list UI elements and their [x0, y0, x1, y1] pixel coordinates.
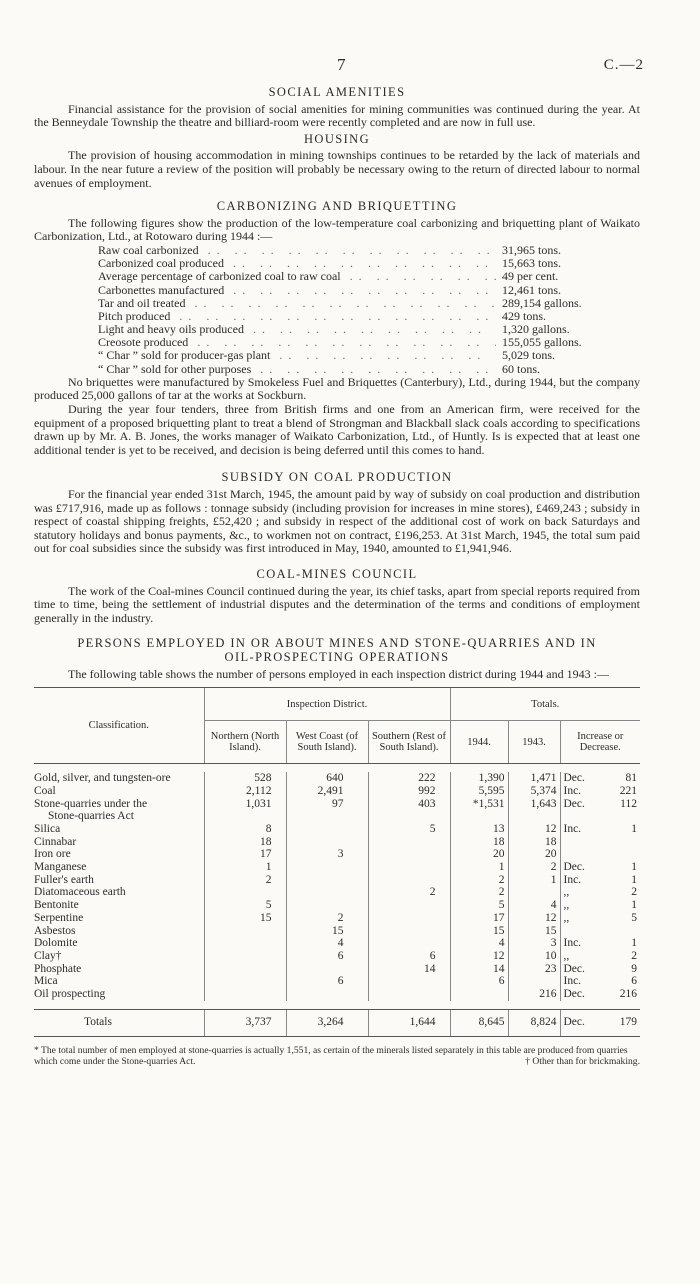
cell-northern: 2 — [204, 874, 286, 887]
cell-change: Dec. 112 — [560, 798, 640, 811]
figure-row: “ Char ” sold for other purposes .. .. 60 tons. — [98, 363, 618, 376]
cell-1944: 17 — [450, 912, 508, 925]
cell-classification: Phosphate — [34, 962, 82, 975]
table-row — [34, 848, 640, 861]
cell-classification: Fuller's earth — [34, 873, 94, 886]
cell-classification: Silica — [34, 822, 61, 835]
col-1943: 1943. — [508, 721, 560, 764]
cell-classification: Stone-quarries Act — [48, 810, 134, 823]
cell-change: ,, 2 — [560, 886, 640, 899]
persons-intro: The following table shows the number of persons employed in each inspection district during 1944 and 1943 :— — [68, 666, 609, 681]
cell-1943: 216 — [508, 988, 560, 1001]
persons-heading-line2: OIL-PROSPECTING OPERATIONS — [224, 649, 450, 664]
footnote-clay: † Other than for brickmaking. — [525, 1055, 640, 1067]
employment-table — [34, 687, 640, 1037]
cell-southern — [368, 988, 450, 1001]
cell-classification: Coal — [34, 784, 56, 797]
page-reference: C.—2 — [603, 57, 644, 73]
cell-1944 — [450, 810, 508, 823]
cell-1943: 20 — [508, 848, 560, 861]
cell-change: Dec. 1 — [560, 861, 640, 874]
figure-row: Carbonettes manufactured .. .. 12,461 tons. — [98, 284, 618, 297]
cell-change: ,, 2 — [560, 950, 640, 963]
cell-southern — [368, 899, 450, 912]
cell-1944: 2 — [450, 886, 508, 899]
cell-northern — [204, 988, 286, 1001]
col-group-inspection: Inspection District. — [204, 688, 450, 721]
social-text: Financial assistance for the provision of social amenities for mining communities was continued during the year. At the Benneydale Township the theatre and billiard-room were recently completed and are now in full use. — [34, 101, 640, 130]
cell-westcoast: 15 — [286, 925, 368, 938]
col-group-totals: Totals. — [450, 688, 640, 721]
cell-1944: 4 — [450, 937, 508, 950]
cell-classification: Asbestos — [34, 924, 76, 937]
table-row — [34, 899, 640, 912]
cell-southern — [368, 810, 450, 823]
cell-northern: 17 — [204, 848, 286, 861]
cell-southern — [368, 848, 450, 861]
cell-northern — [204, 810, 286, 823]
social-heading: SOCIAL AMENITIES — [268, 85, 406, 99]
col-1944: 1944. — [450, 721, 508, 764]
cell-southern: 992 — [368, 785, 450, 798]
cell-westcoast: 6 — [286, 950, 368, 963]
cell-1943: 10 — [508, 950, 560, 963]
cell-classification: Dolomite — [34, 937, 78, 950]
figure-row: “ Char ” sold for producer-gas plant .. .. 5,029 tons. — [98, 349, 618, 362]
cell-northern — [204, 937, 286, 950]
col-classification: Classification. — [34, 688, 204, 764]
cell-1943: 1,471 — [508, 772, 560, 785]
cell-classification: Stone-quarries under the — [34, 797, 148, 810]
cell-1943: 23 — [508, 963, 560, 976]
cell-northern: 528 — [204, 772, 286, 785]
cell-westcoast: 3 — [286, 848, 368, 861]
cell-1943: 3 — [508, 937, 560, 950]
cell-1944: 5 — [450, 899, 508, 912]
cell-classification: Bentonite — [34, 899, 79, 912]
cell-1944: 5,595 — [450, 785, 508, 798]
cell-southern — [368, 861, 450, 874]
cell-change — [560, 848, 640, 861]
table-spacer — [34, 1001, 640, 1010]
table-row — [34, 950, 640, 963]
cell-westcoast: 97 — [286, 798, 368, 811]
cell-1944: 1,390 — [450, 772, 508, 785]
cell-change: Inc. 221 — [560, 785, 640, 798]
cell-change: ,, 5 — [560, 912, 640, 925]
cell-southern — [368, 874, 450, 887]
carbonizing-figures — [98, 244, 618, 376]
cell-classification: Cinnabar — [34, 835, 77, 848]
cell-southern: 403 — [368, 798, 450, 811]
totals-row: Totals 3,737 3,264 1,644 8,645 8,824 Dec. 179 — [34, 1009, 640, 1036]
cell-southern: 5 — [368, 823, 450, 836]
cell-southern: 14 — [368, 963, 450, 976]
cell-northern — [204, 886, 286, 899]
cell-northern — [204, 925, 286, 938]
cell-westcoast: 4 — [286, 937, 368, 950]
cell-classification: Serpentine — [34, 911, 84, 924]
cell-southern — [368, 937, 450, 950]
cell-westcoast: 2 — [286, 912, 368, 925]
cell-westcoast — [286, 899, 368, 912]
cell-change: Inc. 1 — [560, 937, 640, 950]
council-text: The work of the Coal-mines Council continued during the year, its chief tasks, apart from special reports required from time to time, being the settlement of industrial disputes and the determination of the terms and conditions of employment generally in the industry. — [34, 583, 640, 625]
cell-southern — [368, 912, 450, 925]
cell-classification: Mica — [34, 975, 58, 988]
table-row — [34, 772, 640, 785]
cell-westcoast — [286, 988, 368, 1001]
cell-1943: 4 — [508, 899, 560, 912]
cell-classification: Clay† — [34, 949, 62, 962]
cell-change: Inc. 1 — [560, 823, 640, 836]
table-row — [34, 963, 640, 976]
carbonizing-heading: CARBONIZING AND BRIQUETTING — [216, 199, 458, 214]
table-row — [34, 937, 640, 950]
cell-westcoast: 6 — [286, 975, 368, 988]
cell-southern — [368, 836, 450, 849]
table-row — [34, 988, 640, 1001]
cell-change: Inc. 6 — [560, 975, 640, 988]
council-heading: COAL-MINES COUNCIL — [256, 566, 418, 581]
cell-northern: 5 — [204, 899, 286, 912]
cell-westcoast — [286, 886, 368, 899]
cell-1944: 20 — [450, 848, 508, 861]
cell-westcoast — [286, 836, 368, 849]
footnote-quarries: * The total number of men employed at stone-quarries is actually 1,551, as certain of the minerals listed separately in this table are produced from quarries which come under the Stone-quarries Act. — [34, 1044, 628, 1067]
cell-classification: Diatomaceous earth — [34, 886, 126, 899]
cell-1944: 1 — [450, 861, 508, 874]
cell-classification: Gold, silver, and tungsten-ore — [34, 772, 171, 785]
cell-1944: *1,531 — [450, 798, 508, 811]
cell-northern: 8 — [204, 823, 286, 836]
housing-text: The provision of housing accommodation in mining townships continues to be retarded by the lack of materials and labour. In the near future a review of the position will probably be necessary owing to the return of directed labour to normal avenues of employment. — [34, 148, 640, 190]
cell-southern: 6 — [368, 950, 450, 963]
table-row — [34, 886, 640, 899]
page-number: 7 — [337, 55, 346, 74]
cell-southern — [368, 925, 450, 938]
cell-southern: 222 — [368, 772, 450, 785]
cell-northern: 15 — [204, 912, 286, 925]
cell-change: ,, 1 — [560, 899, 640, 912]
employment-table-wrap — [34, 687, 640, 1037]
table-row — [34, 925, 640, 938]
col-westcoast: West Coast (of South Island). — [286, 721, 368, 764]
cell-southern — [368, 975, 450, 988]
cell-change — [560, 810, 640, 823]
cell-1943: 1 — [508, 874, 560, 887]
cell-westcoast — [286, 963, 368, 976]
cell-westcoast — [286, 874, 368, 887]
table-row — [34, 912, 640, 925]
cell-northern: 1 — [204, 861, 286, 874]
cell-1944: 6 — [450, 975, 508, 988]
cell-1943 — [508, 810, 560, 823]
cell-1943 — [508, 975, 560, 988]
subsidy-text: For the financial year ended 31st March, 1945, the amount paid by way of subsidy on coal production and distribution was £717,916, made up as follows : tonnage subsidy (including provision for increases in mine stores), £469,243 ; subsidy in respect of coastal shipping freights, £52,420 ; and subsidy in respect of the additional cost of work on back Saturdays and statutory holidays and bonus payments, &c., to workmen not on contract, £196,253. At 31st March, 1945, the total sum paid out for coal subsidies since the subsidy was first introduced in May, 1940, amounted to £1,941,946. — [34, 486, 640, 556]
cell-1943: 1,643 — [508, 798, 560, 811]
cell-1943: 18 — [508, 836, 560, 849]
cell-southern: 2 — [368, 886, 450, 899]
cell-northern — [204, 950, 286, 963]
cell-1943: 5,374 — [508, 785, 560, 798]
col-southern: Southern (Rest of South Island). — [368, 721, 450, 764]
cell-westcoast — [286, 823, 368, 836]
figure-row: Pitch produced .. .. 429 tons. — [98, 310, 618, 323]
table-row — [34, 861, 640, 874]
cell-1943: 12 — [508, 823, 560, 836]
cell-northern: 2,112 — [204, 785, 286, 798]
cell-1944: 2 — [450, 874, 508, 887]
table-row — [34, 975, 640, 988]
cell-classification: Oil prospecting — [34, 988, 106, 1001]
figure-row: Average percentage of carbonized coal to raw coal .. .. 49 per cent. — [98, 270, 618, 283]
footnotes — [34, 1045, 640, 1067]
table-row — [34, 836, 640, 849]
cell-1944: 18 — [450, 836, 508, 849]
table-row — [34, 798, 640, 811]
figure-row: Light and heavy oils produced .. .. 1,320 gallons. — [98, 323, 618, 336]
cell-1943: 12 — [508, 912, 560, 925]
cell-northern — [204, 975, 286, 988]
col-northern: Northern (North Island). — [204, 721, 286, 764]
table-row — [34, 823, 640, 836]
housing-heading: HOUSING — [303, 131, 371, 146]
cell-classification: Manganese — [34, 861, 87, 874]
employment-table-body — [34, 764, 640, 1010]
cell-1943 — [508, 886, 560, 899]
table-row — [34, 874, 640, 887]
cell-change — [560, 925, 640, 938]
persons-heading-line1: PERSONS EMPLOYED IN OR ABOUT MINES AND STONE-QUARRIES AND IN — [77, 636, 597, 651]
cell-1944: 12 — [450, 950, 508, 963]
cell-1944: 13 — [450, 823, 508, 836]
cell-1943: 15 — [508, 925, 560, 938]
cell-1944 — [450, 988, 508, 1001]
table-row — [34, 785, 640, 798]
cell-classification: Iron ore — [34, 848, 71, 861]
cell-1944: 15 — [450, 925, 508, 938]
cell-change: Dec. 9 — [560, 963, 640, 976]
col-change: Increase or Decrease. — [560, 721, 640, 764]
carbonizing-briquettes-text: No briquettes were manufactured by Smokeless Fuel and Briquettes (Canterbury), Ltd., during 1944, but the company produced 25,000 gallons of tar at the works at Sockburn. — [34, 374, 640, 403]
cell-northern — [204, 963, 286, 976]
cell-change: Dec. 81 — [560, 772, 640, 785]
figure-row: Carbonized coal produced .. .. 15,663 tons. — [98, 257, 618, 270]
cell-northern: 1,031 — [204, 798, 286, 811]
cell-1943: 2 — [508, 861, 560, 874]
figure-row: Raw coal carbonized .. .. 31,965 tons. — [98, 244, 618, 257]
table-row — [34, 810, 640, 823]
cell-westcoast — [286, 810, 368, 823]
carbonizing-intro: The following figures show the production of the low-temperature coal carbonizing and briquetting plant of Waikato Carbonization, Ltd., at Rotowaro during 1944 :— — [34, 215, 640, 244]
cell-northern: 18 — [204, 836, 286, 849]
cell-westcoast: 2,491 — [286, 785, 368, 798]
cell-westcoast — [286, 861, 368, 874]
subsidy-heading: SUBSIDY ON COAL PRODUCTION — [221, 470, 453, 485]
cell-1944: 14 — [450, 963, 508, 976]
page-content — [34, 86, 640, 1067]
cell-change: Dec. 216 — [560, 988, 640, 1001]
cell-change — [560, 836, 640, 849]
figure-row: Tar and oil treated .. .. 289,154 gallons. — [98, 297, 618, 310]
cell-westcoast: 640 — [286, 772, 368, 785]
cell-change: Inc. 1 — [560, 874, 640, 887]
figure-row: Creosote produced .. .. 155,055 gallons. — [98, 336, 618, 349]
carbonizing-tenders-text: During the year four tenders, three from British firms and one from an American firm, were received for the equipment of a proposed briquetting plant to treat a blend of Strongman and Blackball slack coals according to specifications drawn up by Mr. A. B. Jones, the works manager of Waikato Carbonization, Ltd., of Huntly. Is is expected that at least one additional tender is yet to be received, and decision is being deferred until this comes to hand. — [34, 402, 640, 457]
